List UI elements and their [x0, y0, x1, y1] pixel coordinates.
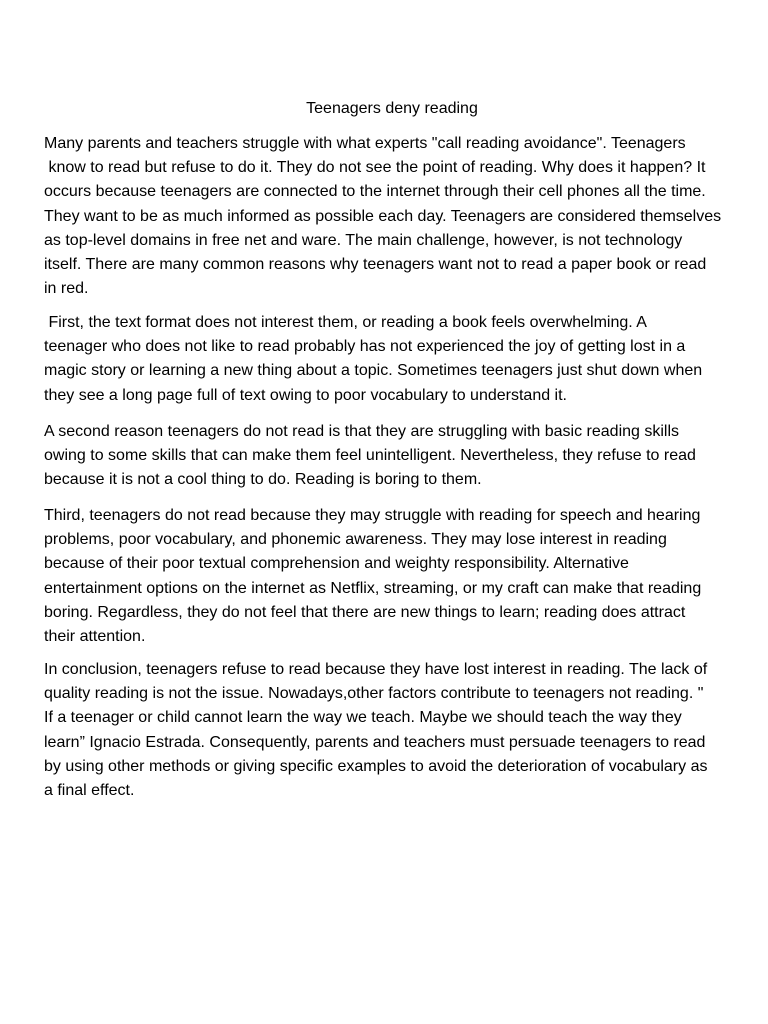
text-line: problems, poor vocabulary, and phonemic awareness. They may lose interest in reading — [44, 531, 667, 549]
text-line: occurs because teenagers are connected to the internet through their cell phones all the time. — [44, 183, 706, 201]
text-line: as top-level domains in free net and ware. The main challenge, however, is not technology — [44, 231, 683, 249]
document-title: Teenagers deny reading — [306, 100, 478, 117]
text-line: boring. Regardless, they do not feel that there are new things to learn; reading does attract — [44, 603, 686, 621]
text-line: A second reason teenagers do not read is that they are struggling with basic reading skills — [44, 423, 680, 440]
text-line: magic story or learning a new thing about a topic. Sometimes teenagers just shut down when — [44, 362, 703, 380]
text-line: by using other methods or giving specific examples to avoid the deterioration of vocabulary as — [44, 757, 708, 775]
text-line: know to read but refuse to do it. They do not see the point of reading. Why does it happen? It — [44, 159, 706, 177]
text-line: their attention. — [44, 628, 146, 646]
text-line: because of their poor textual comprehension and weighty responsibility. Alternative — [44, 555, 629, 573]
text-line: entertainment options on the internet as Netflix, streaming, or my craft can make that reading — [44, 579, 702, 597]
text-line: teenager who does not like to read probably has not experienced the joy of getting lost in a — [44, 338, 686, 356]
text-line: First, the text format does not interest them, or reading a book feels overwhelming. A — [44, 314, 647, 331]
text-line: quality reading is not the issue. Nowadays,other factors contribute to teenagers not reading. " — [44, 685, 704, 703]
text-line: in red. — [44, 280, 89, 298]
text-line: Many parents and teachers struggle with what experts "call reading avoidance". Teenagers — [44, 135, 686, 152]
paragraph-introduction — [44, 132, 721, 301]
text-line: owing to some skills that can make them feel unintelligent. Nevertheless, they refuse to read — [44, 447, 696, 465]
paragraph-second-reason — [44, 420, 696, 493]
text-line: learn” Ignacio Estrada. Consequently, parents and teachers must persuade teenagers to read — [44, 733, 706, 751]
text-line: In conclusion, teenagers refuse to read because they have lost interest in reading. The lack of — [44, 661, 708, 678]
text-line: a final effect. — [44, 782, 135, 800]
text-line: Third, teenagers do not read because they may struggle with reading for speech and hearing — [44, 507, 701, 524]
text-line: itself. There are many common reasons why teenagers want not to read a paper book or read — [44, 256, 707, 274]
paragraph-conclusion — [44, 658, 707, 803]
paragraph-first-reason — [44, 311, 702, 408]
paragraph-third-reason — [44, 504, 701, 649]
text-line: they see a long page full of text owing to poor vocabulary to understand it. — [44, 386, 567, 404]
text-line: because it is not a cool thing to do. Reading is boring to them. — [44, 471, 482, 489]
text-line: They want to be as much informed as possible each day. Teenagers are considered themselves — [44, 207, 722, 225]
text-line: If a teenager or child cannot learn the way we teach. Maybe we should teach the way they — [44, 709, 682, 727]
